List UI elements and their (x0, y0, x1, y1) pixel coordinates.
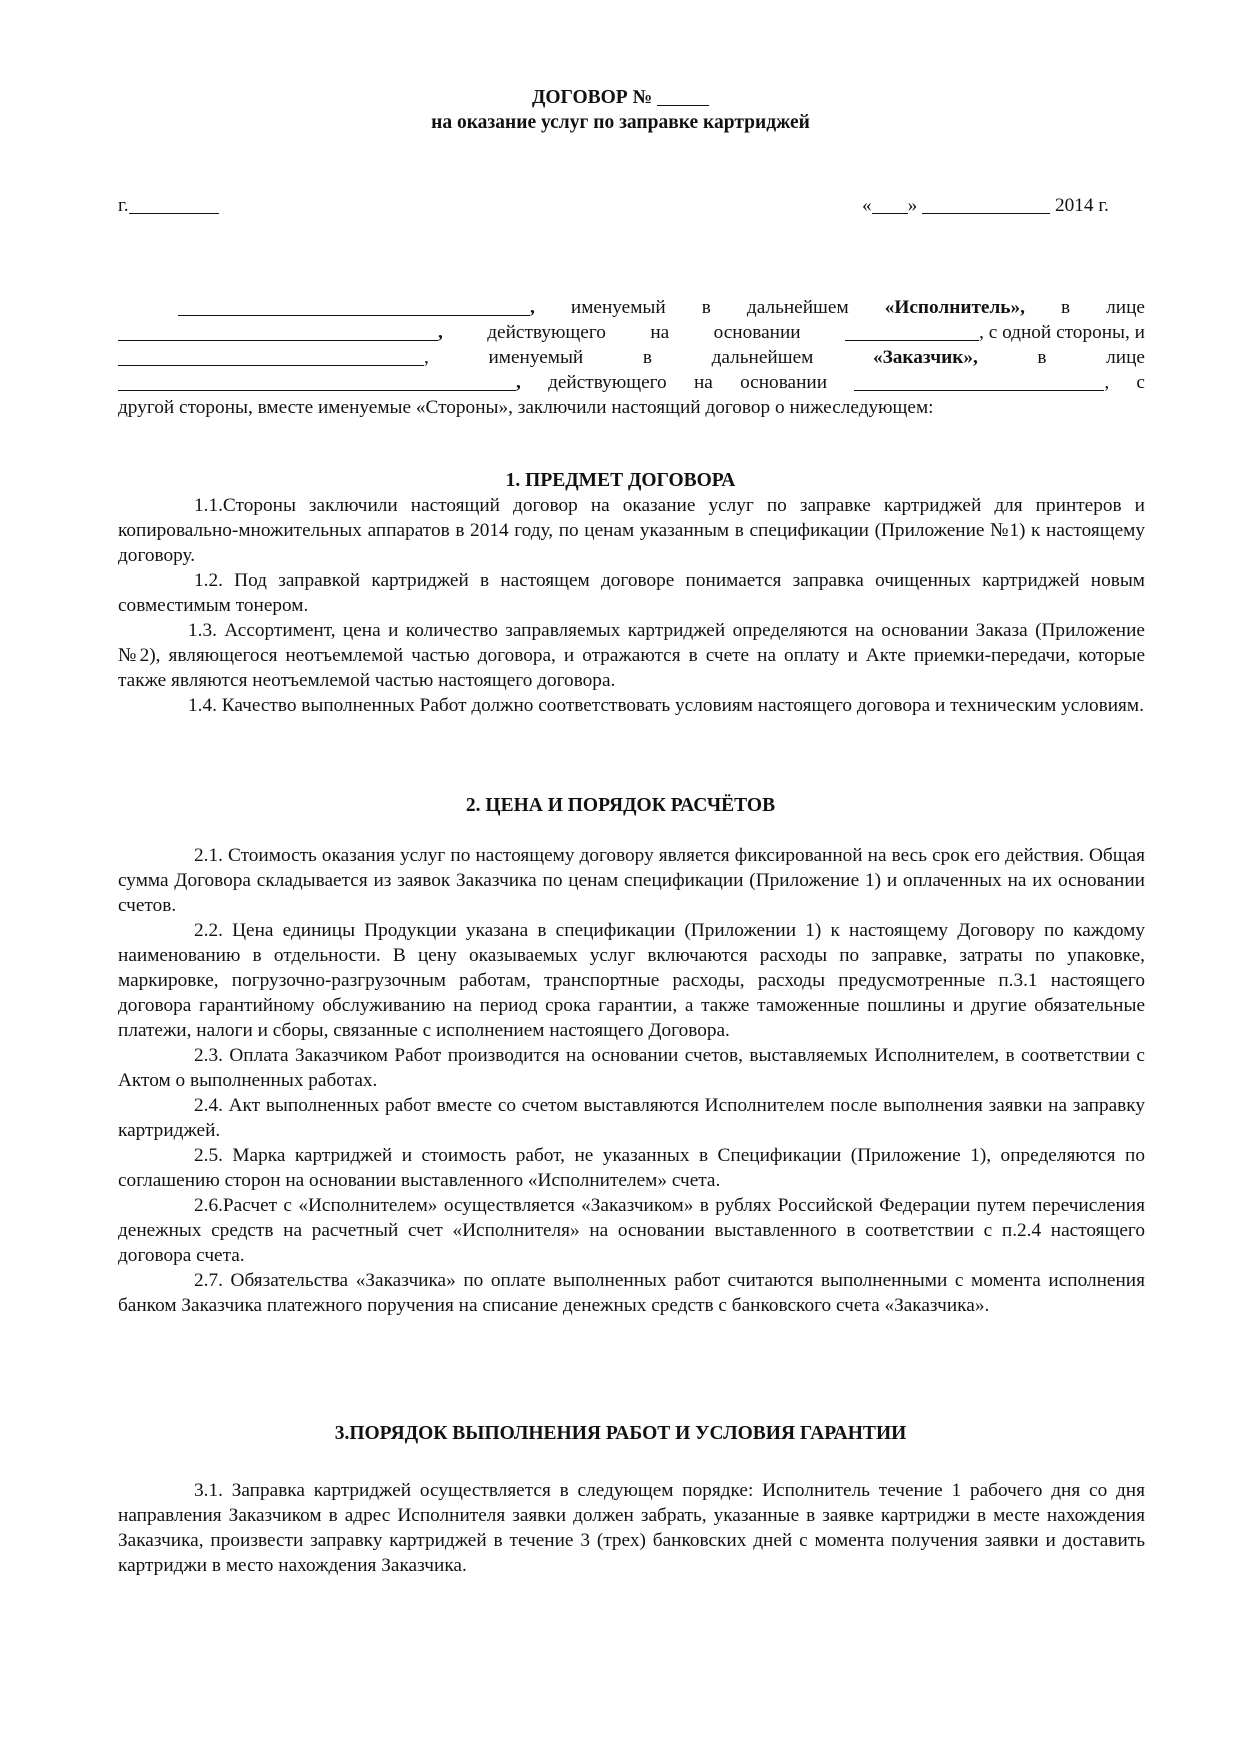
section-3-body (118, 1478, 1145, 1578)
document-title (0, 85, 1241, 110)
parties-line-3: , именуемый в дальнейшем «Заказчик», в лице (118, 345, 1145, 370)
clause-2-5: 2.5. Марка картриджей и стоимость работ, не указанных в Спецификации (Приложение 1), определяются по соглашению сторон на основании выставленного «Исполнителем» счета. (118, 1145, 1145, 1191)
city-line (118, 193, 219, 218)
clause-2-4: 2.4. Акт выполненных работ вместе со счетом выставляются Исполнителем после выполнения заявки на заправку картриджей. (118, 1095, 1145, 1141)
clause-1-2: 1.2. Под заправкой картриджей в настоящем договоре понимается заправка очищенных картриджей новым совместимым тонером. (118, 570, 1145, 616)
customer-role: «Заказчик», (872, 347, 978, 368)
parties-line-1: , именуемый в дальнейшем «Исполнитель», в лице (118, 295, 1145, 320)
word: в (701, 297, 711, 318)
word: в (642, 347, 652, 368)
word: на (693, 372, 713, 393)
word: основании (740, 372, 828, 393)
section-2-body (118, 843, 1145, 1318)
word: действующего (487, 322, 606, 343)
clause-1-4: 1.4. Качество выполненных Работ должно соответствовать условиям настоящего договора и техническим условиям. (188, 695, 1144, 716)
month-blank (922, 195, 1050, 214)
word: в (1061, 297, 1071, 318)
clause-3-1: 3.1. Заправка картриджей осуществляется в следующем порядке: Исполнитель течение 1 рабочего дня со дня направления Заказчиком в адрес Исполнителя заявки должен забрать, указанные в заявке картриджи в месте нахождения Заказчика, произвести заправку картриджей в течение 3 (трех) банковских дней с момента получения заявки и доставить картриджи в место нахождения Заказчика. (118, 1480, 1145, 1576)
clause-2-1: 2.1. Стоимость оказания услуг по настоящему договору является фиксированной на весь срок его действия. Общая сумма Договора складывается из заявок Заказчика по ценам спецификации (Приложение 1) и оплаченных на их основании счетов. (118, 845, 1145, 916)
quote-open: « (862, 195, 872, 216)
word: на (650, 322, 670, 343)
city-blank (129, 195, 219, 214)
executor-name-blank (178, 297, 530, 316)
parties-line-4: , действующего на основании , с (118, 370, 1145, 395)
quote-close: » (907, 195, 918, 216)
contract-number-blank (657, 87, 709, 106)
title-text: ДОГОВОР № (531, 87, 653, 108)
executor-role: «Исполнитель», (884, 297, 1025, 318)
word: в (1037, 347, 1047, 368)
word: именуемый (570, 297, 666, 318)
word: дальнейшем (746, 297, 849, 318)
parties-line-5: другой стороны, вместе именуемые «Стороны», заключили настоящий договор о нижеследующем: (118, 397, 934, 418)
clause-2-3: 2.3. Оплата Заказчиком Работ производится на основании счетов, выставляемых Исполнителем, в соответствии с Актом о выполненных работах. (118, 1045, 1145, 1091)
date-line (862, 193, 1109, 218)
executor-basis-blank (845, 322, 979, 341)
customer-basis-blank (854, 372, 1104, 391)
word: лице (1106, 347, 1145, 368)
clause-1-3: 1.3. Ассортимент, цена и количество заправляемых картриджей определяются на основании Заказа (Приложение №2), являющегося неотъемлемой частью договора, и отражаются в счете на оплату и Акте приемки-передачи, которые также являются неотъемлемой частью настоящего договора. (118, 620, 1145, 691)
word: лице (1106, 297, 1145, 318)
clause-1-1: 1.1.Стороны заключили настоящий договор на оказание услуг по заправке картриджей для принтеров и копировально-множительных аппаратов в 2014 году, по ценам указанным в спецификации (Приложение №1) к настоящему договору. (118, 495, 1145, 566)
executor-rep-blank (118, 322, 438, 341)
word: с одной стороны, и (988, 322, 1145, 343)
document-subtitle: на оказание услуг по заправке картриджей (431, 112, 810, 133)
city-prefix: г. (118, 195, 129, 216)
customer-rep-blank (118, 372, 516, 391)
year-text: 2014 г. (1054, 195, 1109, 216)
section-2-heading: 2. ЦЕНА И ПОРЯДОК РАСЧЁТОВ (465, 795, 776, 816)
word: действующего (548, 372, 667, 393)
clause-2-7: 2.7. Обязательства «Заказчика» по оплате выполненных работ считаются выполненными с момента исполнения банком Заказчика платежного поручения на списание денежных средств с банковского счета «Заказчика». (118, 1270, 1145, 1316)
parties-line-2: , действующего на основании , с одной стороны, и (118, 320, 1145, 345)
clause-2-2: 2.2. Цена единицы Продукции указана в спецификации (Приложении 1) к настоящему Договору по каждому наименованию в отдельности. В цену оказываемых услуг включаются расходы по заправке, затраты по упаковке, маркировке, погрузочно-разгрузочным работам, транспортные расходы, расходы предусмотренные п.3.1 настоящего договора гарантийному обслуживанию на период срока гарантии, а также таможенные пошлины и другие обязательные платежи, налоги и сборы, связанные с исполнением настоящего Договора. (118, 920, 1145, 1041)
parties-paragraph (118, 295, 1145, 420)
section-3-heading: 3.ПОРЯДОК ВЫПОЛНЕНИЯ РАБОТ И УСЛОВИЯ ГАРАНТИИ (334, 1423, 907, 1444)
section-1-body (118, 493, 1145, 718)
word: основании (713, 322, 801, 343)
word: дальнейшем (711, 347, 814, 368)
word: с (1136, 372, 1145, 393)
day-blank (872, 195, 908, 214)
word: именуемый (488, 347, 584, 368)
clause-2-6: 2.6.Расчет с «Исполнителем» осуществляется «Заказчиком» в рублях Российской Федерации путем перечисления денежных средств на расчетный счет «Исполнителя» на основании выставленного в соответствии с п.2.4 настоящего договора счета. (118, 1195, 1145, 1266)
section-1-heading: 1. ПРЕДМЕТ ДОГОВОРА (505, 470, 736, 491)
customer-name-blank (118, 347, 424, 366)
